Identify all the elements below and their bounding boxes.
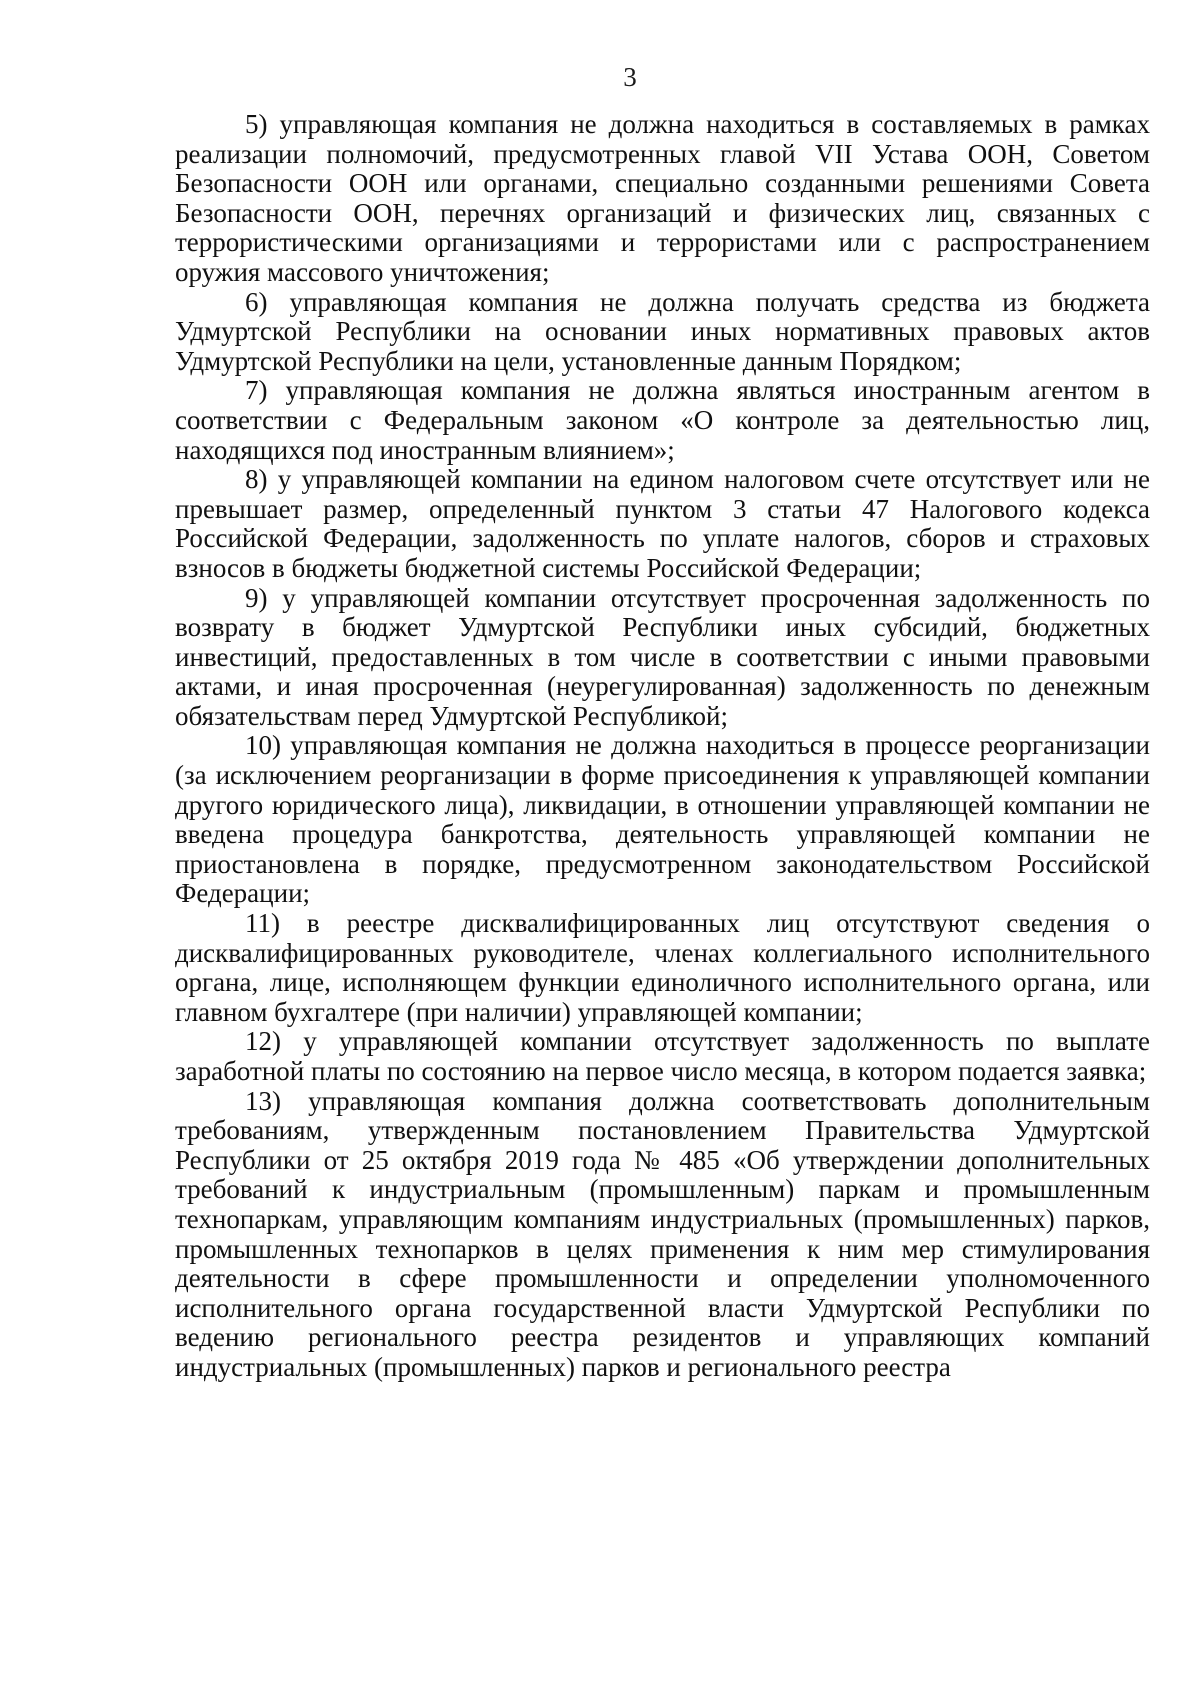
document-body [175,110,1150,1383]
paragraph-item-5: 5) управляющая компания не должна находиться в составляемых в рамках реализации полномочий, предусмотренных главой VII Устава ООН, Советом Безопасности ООН или органами, специально созданными решениями Совета Безопасности ООН, перечнях организаций и физических лиц, связанных с террористическими организациями и террористами или с распространением оружия массового уничтожения; [175,109,1150,287]
paragraph-item-7: 7) управляющая компания не должна являться иностранным агентом в соответствии с Федеральным законом «О контроле за деятельностью лиц, находящихся под иностранным влиянием»; [175,375,1150,465]
paragraph-item-9: 9) у управляющей компании отсутствует просроченная задолженность по возврату в бюджет Удмуртской Республики иных субсидий, бюджетных инвестиций, предоставленных в том числе в соответствии с иными правовыми актами, и иная просроченная (неурегулированная) задолженность по денежным обязательствам перед Удмуртской Республикой; [175,582,1150,731]
paragraph-item-8: 8) у управляющей компании на едином налоговом счете отсутствует или не превышает размер, определенный пунктом 3 статьи 47 Налогового кодекса Российской Федерации, задолженность по уплате налогов, сборов и страховых взносов в бюджеты бюджетной системы Российской Федерации; [175,464,1150,583]
paragraph-item-10: 10) управляющая компания не должна находиться в процессе реорганизации (за исключением реорганизации в форме присоединения к управляющей компании другого юридического лица), ликвидации, в отношении управляющей компании не введена процедура банкротства, деятельность управляющей компании не приостановлена в порядке, предусмотренном законодательством Российской Федерации; [175,730,1150,909]
paragraph-item-13: 13) управляющая компания должна соответствовать дополнительным требованиям, утвержденным постановлением Правительства Удмуртской Республики от 25 октября 2019 года № 485 «Об утверждении дополнительных требований к индустриальным (промышленным) паркам и промышленным технопаркам, управляющим компаниям индустриальных (промышленных) парков, промышленных технопарков в целях применения к ним мер стимулирования деятельности в сфере промышленности и определении уполномоченного исполнительного органа государственной власти Удмуртской Республики по ведению регионального реестра резидентов и управляющих компаний индустриальных (промышленных) парков и регионального реестра [175,1085,1150,1382]
paragraph-item-12: 12) у управляющей компании отсутствует задолженность по выплате заработной платы по состоянию на первое число месяца, в котором подается заявка; [175,1026,1150,1086]
paragraph-item-11: 11) в реестре дисквалифицированных лиц отсутствуют сведения о дисквалифицированных руководителе, членах коллегиального исполнительного органа, лице, исполняющем функции единоличного исполнительного органа, или главном бухгалтере (при наличии) управляющей компании; [175,908,1150,1027]
paragraph-item-6: 6) управляющая компания не должна получать средства из бюджета Удмуртской Республики на основании иных нормативных правовых актов Удмуртской Республики на цели, установленные данным Порядком; [175,286,1150,376]
page-number: 3 [623,62,637,92]
